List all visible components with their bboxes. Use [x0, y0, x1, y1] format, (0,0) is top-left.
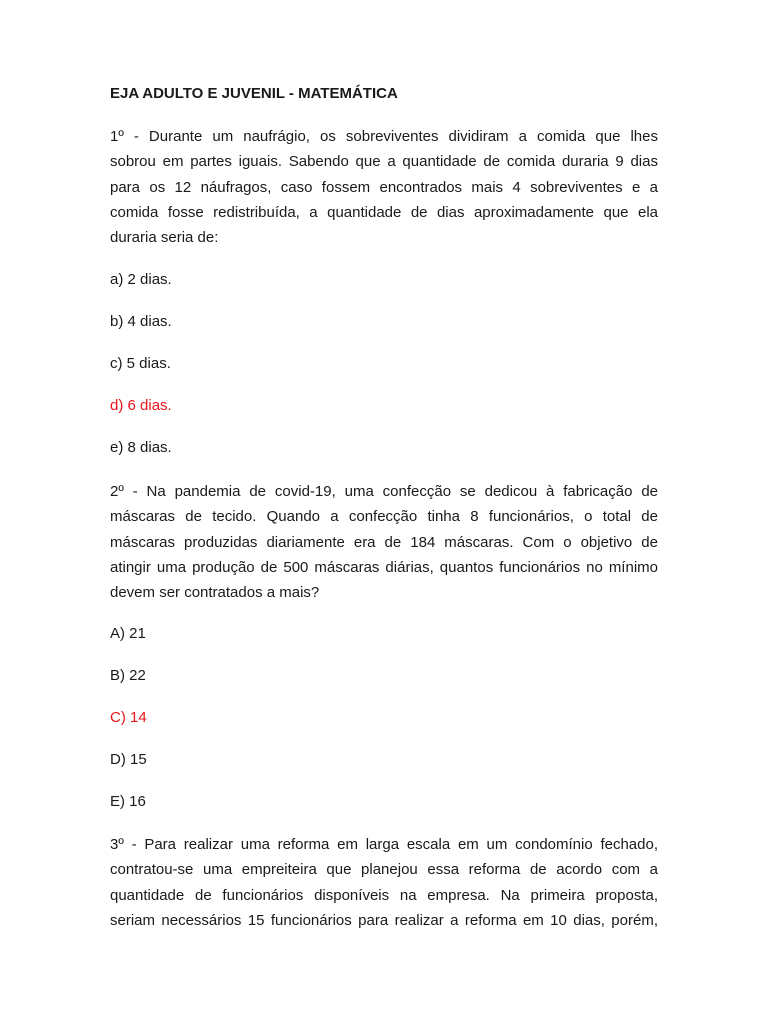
question-2-line: atingir uma produção de 500 máscaras diárias, quantos funcionários no mínimo [110, 558, 658, 576]
question-2-option-e: E) 16 [110, 793, 146, 810]
question-3-text [110, 832, 658, 933]
question-1-line: para os 12 náufragos, caso fossem encontrados mais 4 sobreviventes e a [110, 178, 658, 196]
question-1-option-a: a) 2 dias. [110, 271, 172, 288]
question-1-line: sobrou em partes iguais. Sabendo que a quantidade de comida duraria 9 dias [110, 153, 658, 171]
question-3-line: quantidade de funcionários disponíveis na empresa. Na primeira proposta, [110, 886, 658, 904]
question-1-option-b: b) 4 dias. [110, 313, 172, 330]
question-2-line: máscaras produzidas diariamente era de 184 máscaras. Com o objetivo de [110, 533, 658, 551]
question-2-option-d: D) 15 [110, 751, 147, 768]
question-2-line: máscaras de tecido. Quando a confecção tinha 8 funcionários, o total de [110, 508, 658, 526]
question-2-option-c-correct: C) 14 [110, 709, 147, 726]
question-1-line: comida fosse redistribuída, a quantidade de dias aproximadamente que ela [110, 203, 658, 221]
document-title: EJA ADULTO E JUVENIL - MATEMÁTICA [110, 85, 398, 102]
question-3-line: 3º - Para realizar uma reforma em larga escala em um condomínio fechado, [110, 836, 658, 853]
question-2-line: devem ser contratados a mais? [110, 584, 320, 602]
question-1-line: duraria seria de: [110, 229, 219, 247]
question-1-option-e: e) 8 dias. [110, 439, 172, 456]
question-1-option-d-correct: d) 6 dias. [110, 397, 172, 414]
question-1-option-c: c) 5 dias. [110, 355, 171, 372]
question-2-line: 2º - Na pandemia de covid-19, uma confecção se dedicou à fabricação de [110, 483, 658, 500]
question-3-line: seriam necessários 15 funcionários para realizar a reforma em 10 dias, porém, [110, 911, 658, 929]
question-2-text [110, 479, 658, 605]
question-1-text [110, 124, 658, 250]
question-2-option-a: A) 21 [110, 625, 146, 642]
question-2-option-b: B) 22 [110, 667, 146, 684]
question-1-line: 1º - Durante um naufrágio, os sobreviventes dividiram a comida que lhes [110, 128, 658, 145]
question-3-line: contratou-se uma empreiteira que planejou essa reforma de acordo com a [110, 861, 658, 879]
